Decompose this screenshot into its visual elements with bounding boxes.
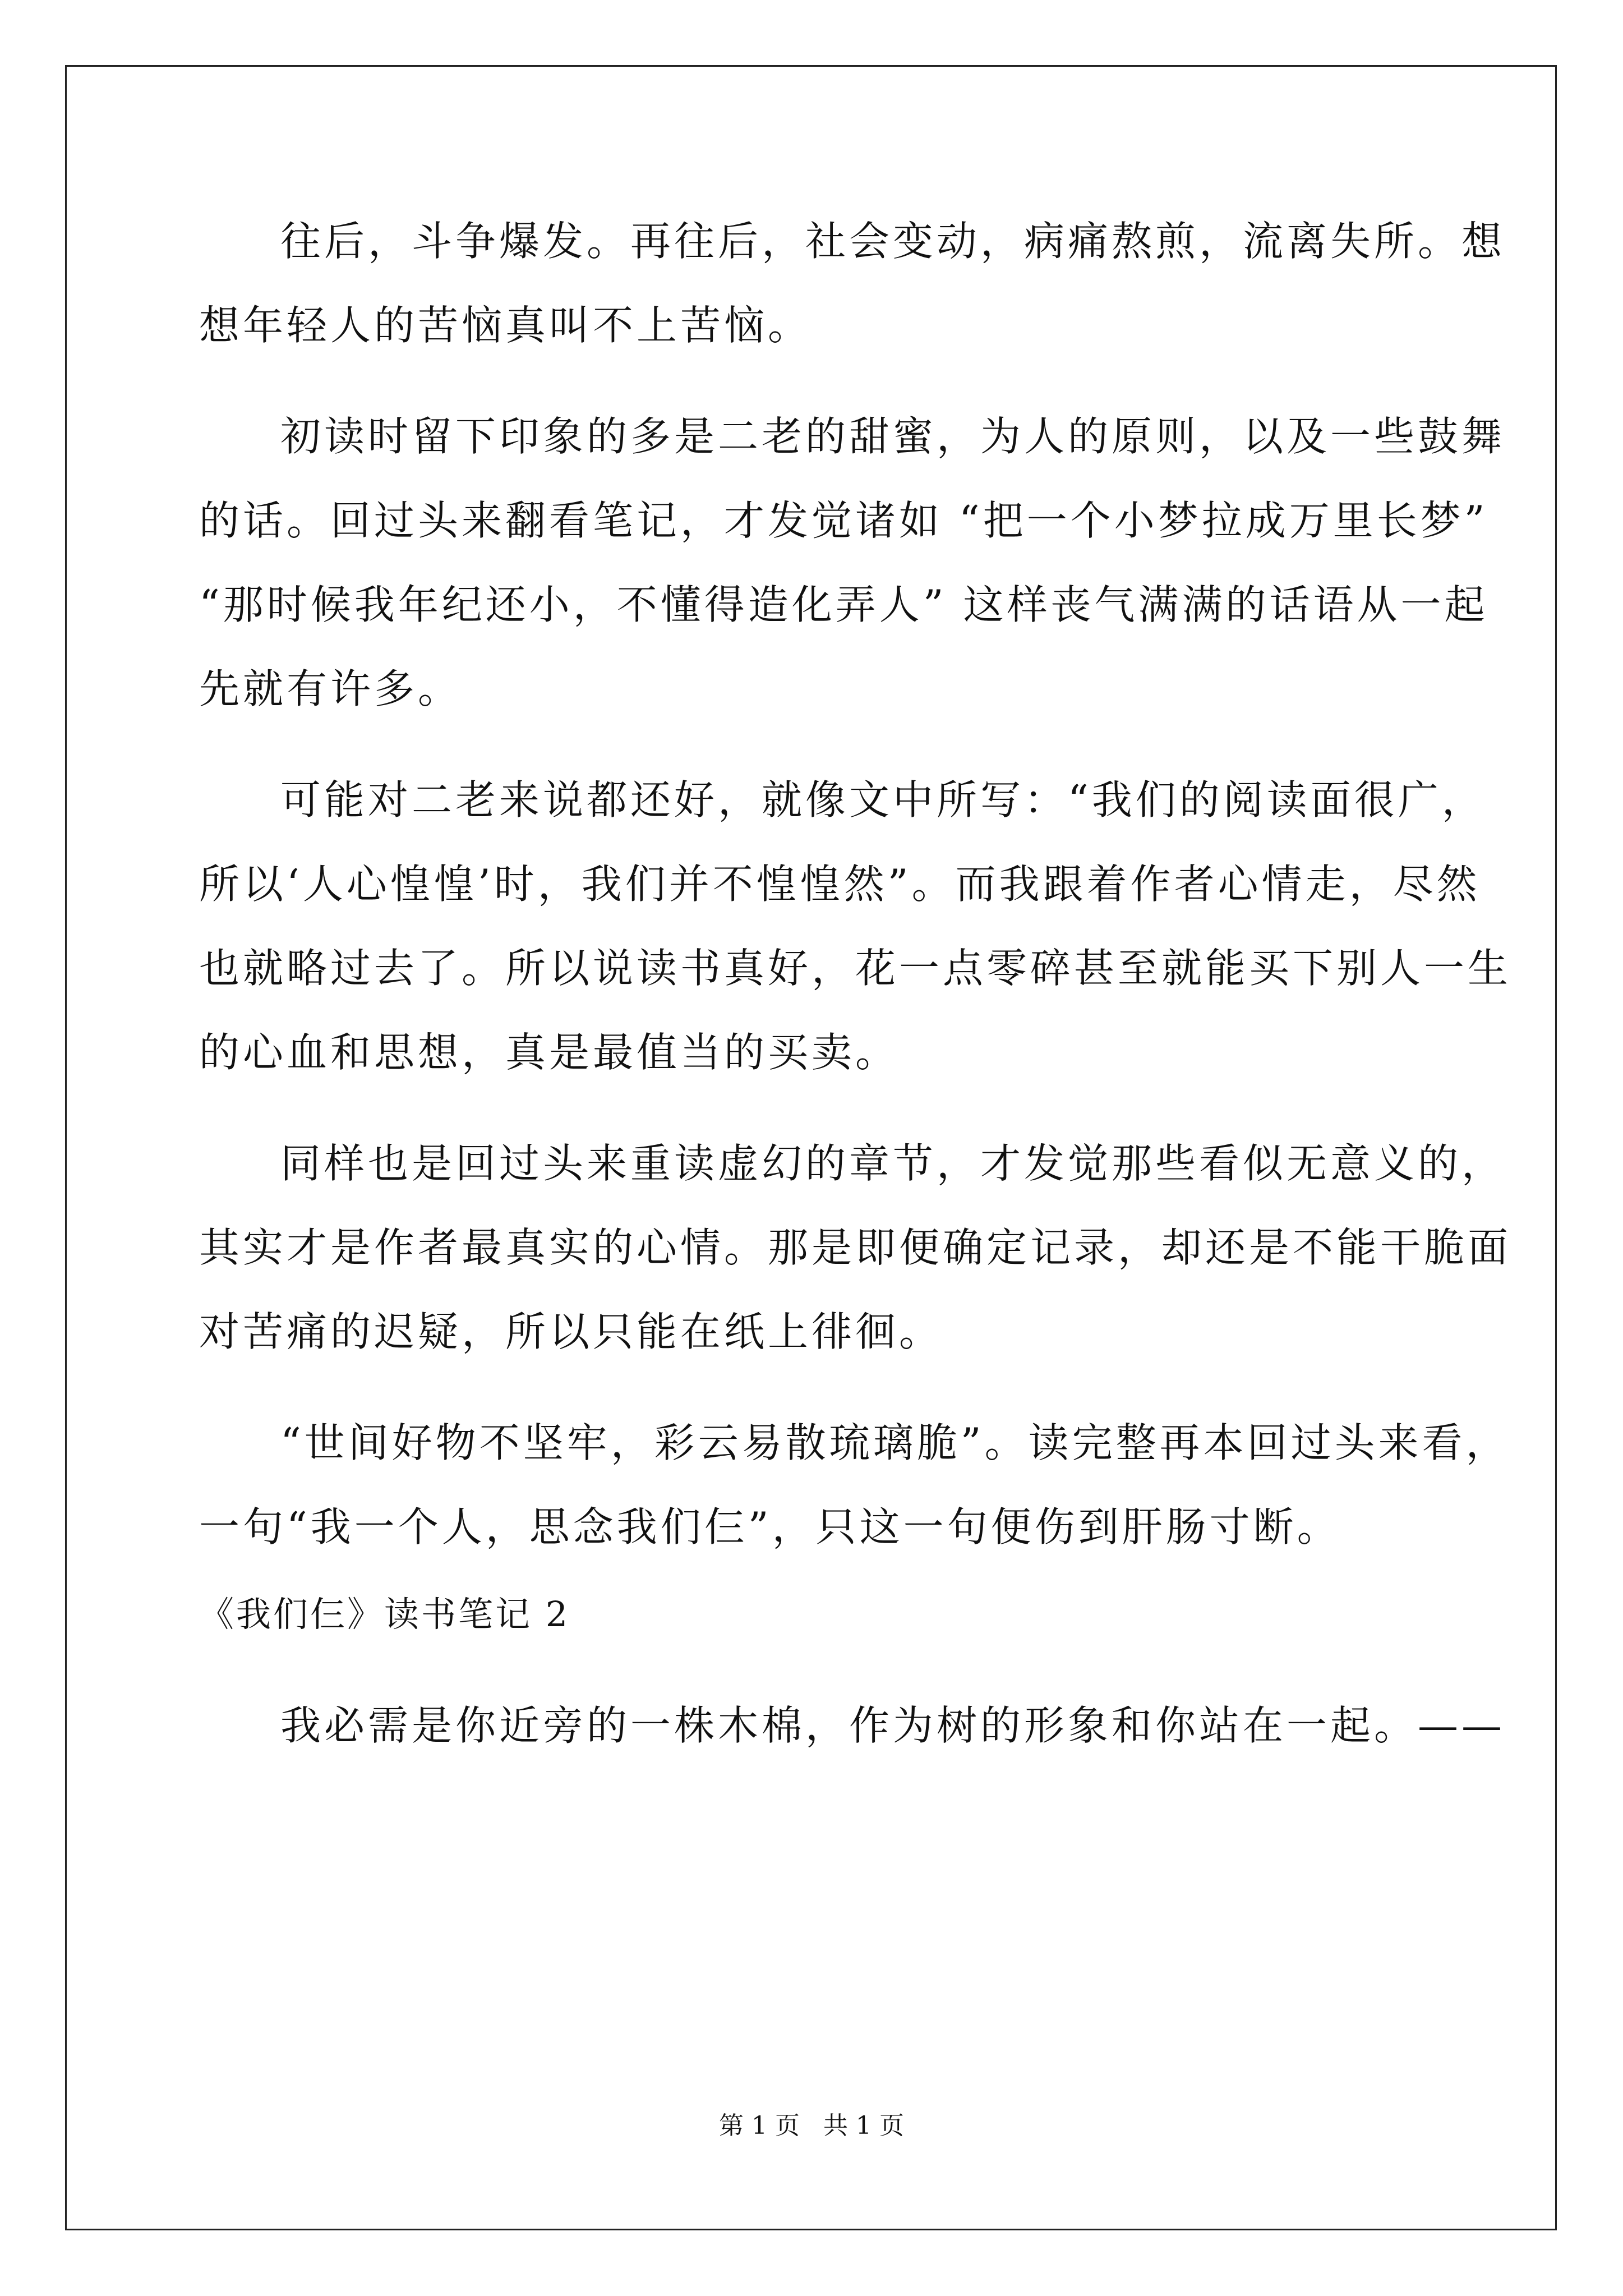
paragraph-3-line-1: 可能对二老来说都还好，就像文中所写：“我们的阅读面很广， xyxy=(280,776,1486,823)
paragraph-1-line-1: 往后，斗争爆发。再往后，社会变动，病痛熬煎，流离失所。想 xyxy=(280,218,1506,265)
paragraph-4-line-3: 对苦痛的迟疑，所以只能在纸上徘徊。 xyxy=(199,1308,943,1355)
section-paragraph-line-1: 我必需是你近旁的一株木棉，作为树的形象和你站在一起。—— xyxy=(280,1702,1506,1749)
paragraph-2-line-2: 的话。回过头来翻看笔记，才发觉诸如 “把一个小梦拉成万里长梦” xyxy=(199,497,1488,544)
paragraph-2-line-3: “那时候我年纪还小，不懂得造化弄人” 这样丧气满满的话语从一起 xyxy=(199,581,1488,628)
paragraph-5-line-2: 一句“我一个人，思念我们仨”，只这一句便伤到肝肠寸断。 xyxy=(199,1503,1341,1550)
paragraph-2-line-1: 初读时留下印象的多是二老的甜蜜，为人的原则，以及一些鼓舞 xyxy=(280,413,1506,460)
page-number-footer: 第 1 页 共 1 页 xyxy=(719,2111,904,2140)
paragraph-3-line-2: 所以‘人心惶惶’时，我们并不惶惶然”。而我跟着作者心情走，尽然 xyxy=(199,861,1481,908)
section-heading: 《我们仨》读书笔记 2 xyxy=(199,1594,570,1635)
paragraph-4-line-2: 其实才是作者最真实的心情。那是即便确定记录，却还是不能干脆面 xyxy=(199,1224,1512,1271)
paragraph-1-line-2: 想年轻人的苦恼真叫不上苦恼。 xyxy=(199,302,812,349)
paragraph-2-line-4: 先就有许多。 xyxy=(199,665,462,712)
paragraph-3-line-3: 也就略过去了。所以说读书真好，花一点零碎甚至就能买下别人一生 xyxy=(199,945,1512,992)
paragraph-4-line-1: 同样也是回过头来重读虚幻的章节，才发觉那些看似无意义的， xyxy=(280,1140,1506,1187)
paragraph-5-line-1: “世间好物不坚牢，彩云易散琉璃脆”。读完整再本回过头来看， xyxy=(280,1419,1510,1466)
paragraph-3-line-4: 的心血和思想，真是最值当的买卖。 xyxy=(199,1029,900,1076)
